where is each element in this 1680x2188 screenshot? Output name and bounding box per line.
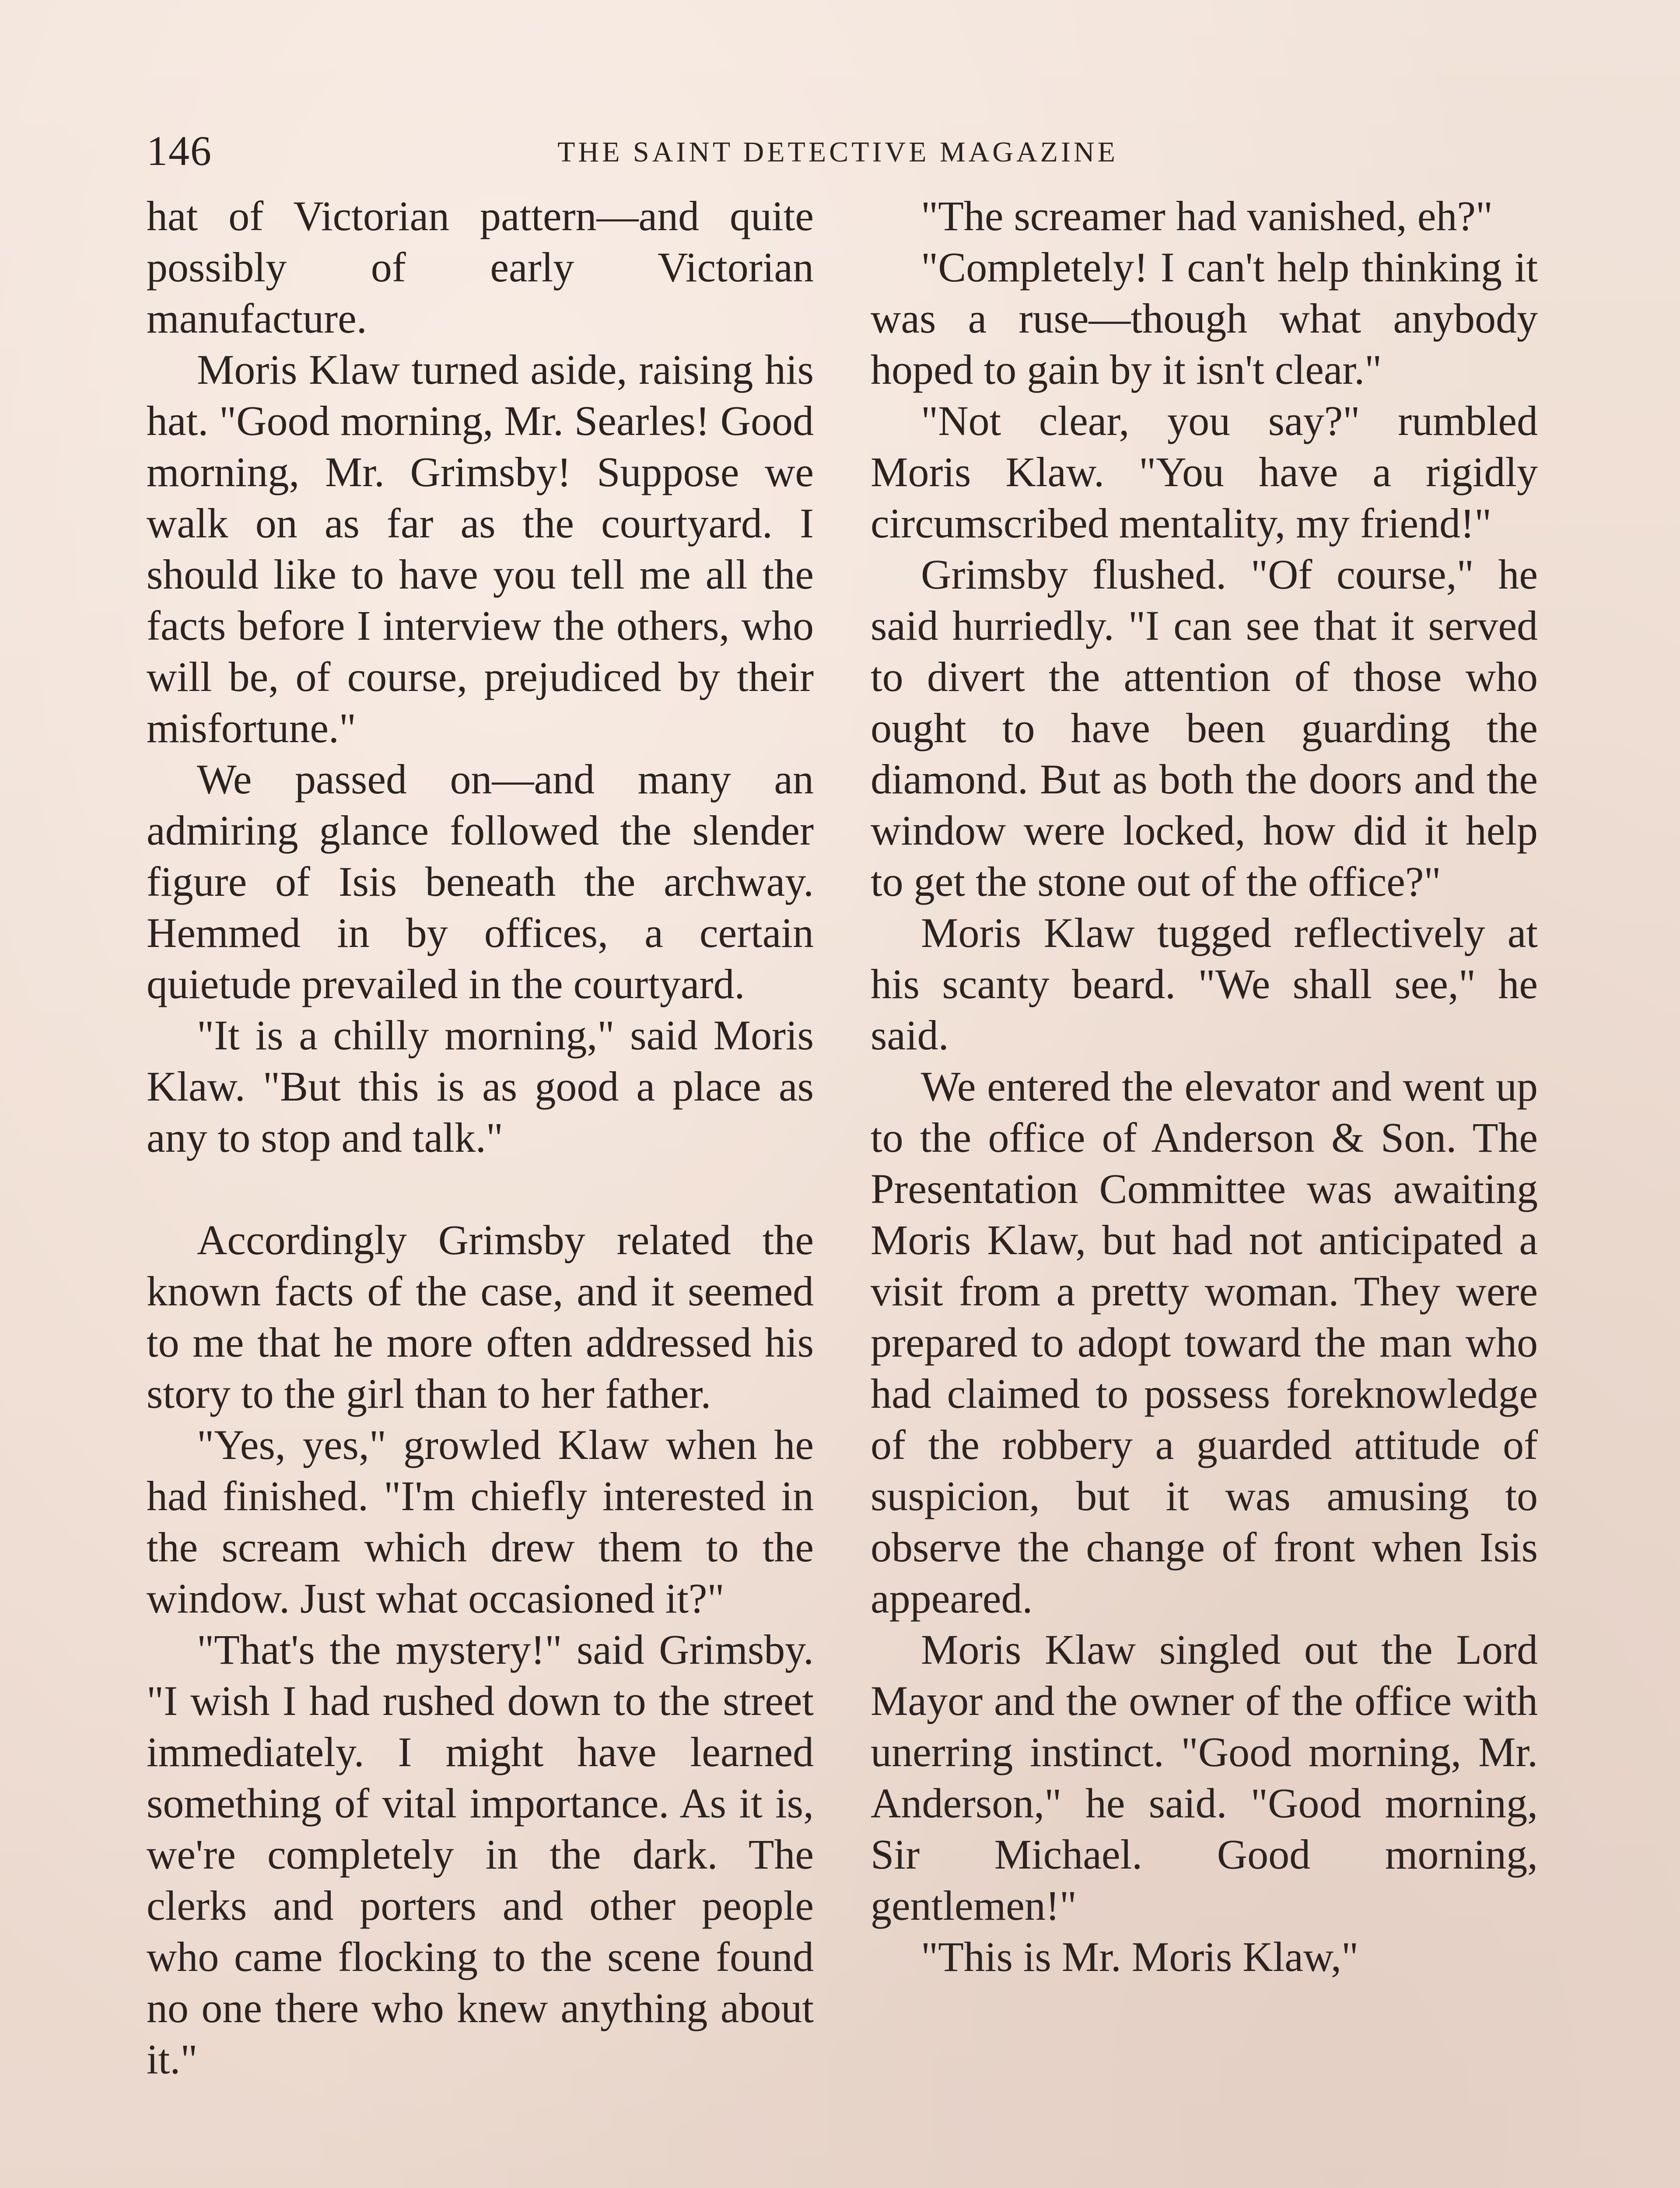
left-column	[147, 190, 814, 2085]
paragraph: "Not clear, you say?" rumbled Moris Klaw. "You have a rigidly circumscribed mentality, my friend!"	[871, 397, 1538, 547]
paragraph: "Completely! I can't help thinking it was a ruse—though what anybody hoped to gain by it isn't clear."	[871, 244, 1538, 393]
page-number: 146	[147, 127, 212, 174]
paragraph: "It is a chilly morning," said Moris Klaw. "But this is as good a place as any to stop and talk."	[147, 1012, 814, 1161]
paragraph: We passed on—and many an admiring glance followed the slender figure of Isis beneath the archway. Hemmed in by offices, a certain quietude prevailed in the courtyard.	[147, 756, 814, 1007]
paragraph: Accordingly Grimsby related the known facts of the case, and it seemed to me that he more often addressed his story to the girl than to her father.	[147, 1217, 814, 1417]
paragraph: "That's the mystery!" said Grimsby. "I wish I had rushed down to the street immediately. I might have learned something of vital importance. As it is, we're completely in the dark. The clerks and porters and other people who came flocking to the scene found no one there who knew anything about it."	[147, 1626, 814, 2083]
page-header	[147, 125, 1529, 177]
running-head: THE SAINT DETECTIVE MAGAZINE	[557, 136, 1118, 168]
paragraph: Moris Klaw turned aside, raising his hat. "Good morning, Mr. Searles! Good morning, Mr. Grimsby! Suppose we walk on as far as the courtyard. I should like to have you tell me all the facts before I interview the others, who will be, of course, prejudiced by their misfortune."	[147, 346, 814, 751]
paragraph: Grimsby flushed. "Of course," he said hurriedly. "I can see that it served to divert the attention of those who ought to have been guarding the diamond. But as both the doors and the window were locked, how did it help to get the stone out of the office?"	[871, 551, 1538, 905]
paragraph: "This is Mr. Moris Klaw,"	[921, 1933, 1359, 1980]
paragraph: Moris Klaw tugged reflectively at his scanty beard. "We shall see," he said.	[871, 909, 1538, 1059]
paragraph: "Yes, yes," growled Klaw when he had finished. "I'm chiefly interested in the scream which drew them to the window. Just what occasioned it?"	[147, 1421, 814, 1622]
right-column	[871, 190, 1538, 1982]
paragraph: Moris Klaw singled out the Lord Mayor and the owner of the office with unerring instinct. "Good morning, Mr. Anderson," he said. "Good morning, Sir Michael. Good morning, gentlemen!"	[871, 1626, 1538, 1929]
paragraph: We entered the elevator and went up to the office of Anderson & Son. The Presentation Committee was awaiting Moris Klaw, but had not anticipated a visit from a pretty woman. They were prepared to adopt toward the man who had claimed to possess foreknowledge of the robbery a guarded attitude of suspicion, but it was amusing to observe the change of front when Isis appeared.	[871, 1063, 1538, 1622]
paragraph: hat of Victorian pattern—and quite possibly of early Victorian manufacture.	[147, 193, 814, 342]
paragraph: "The screamer had vanished, eh?"	[921, 193, 1493, 239]
